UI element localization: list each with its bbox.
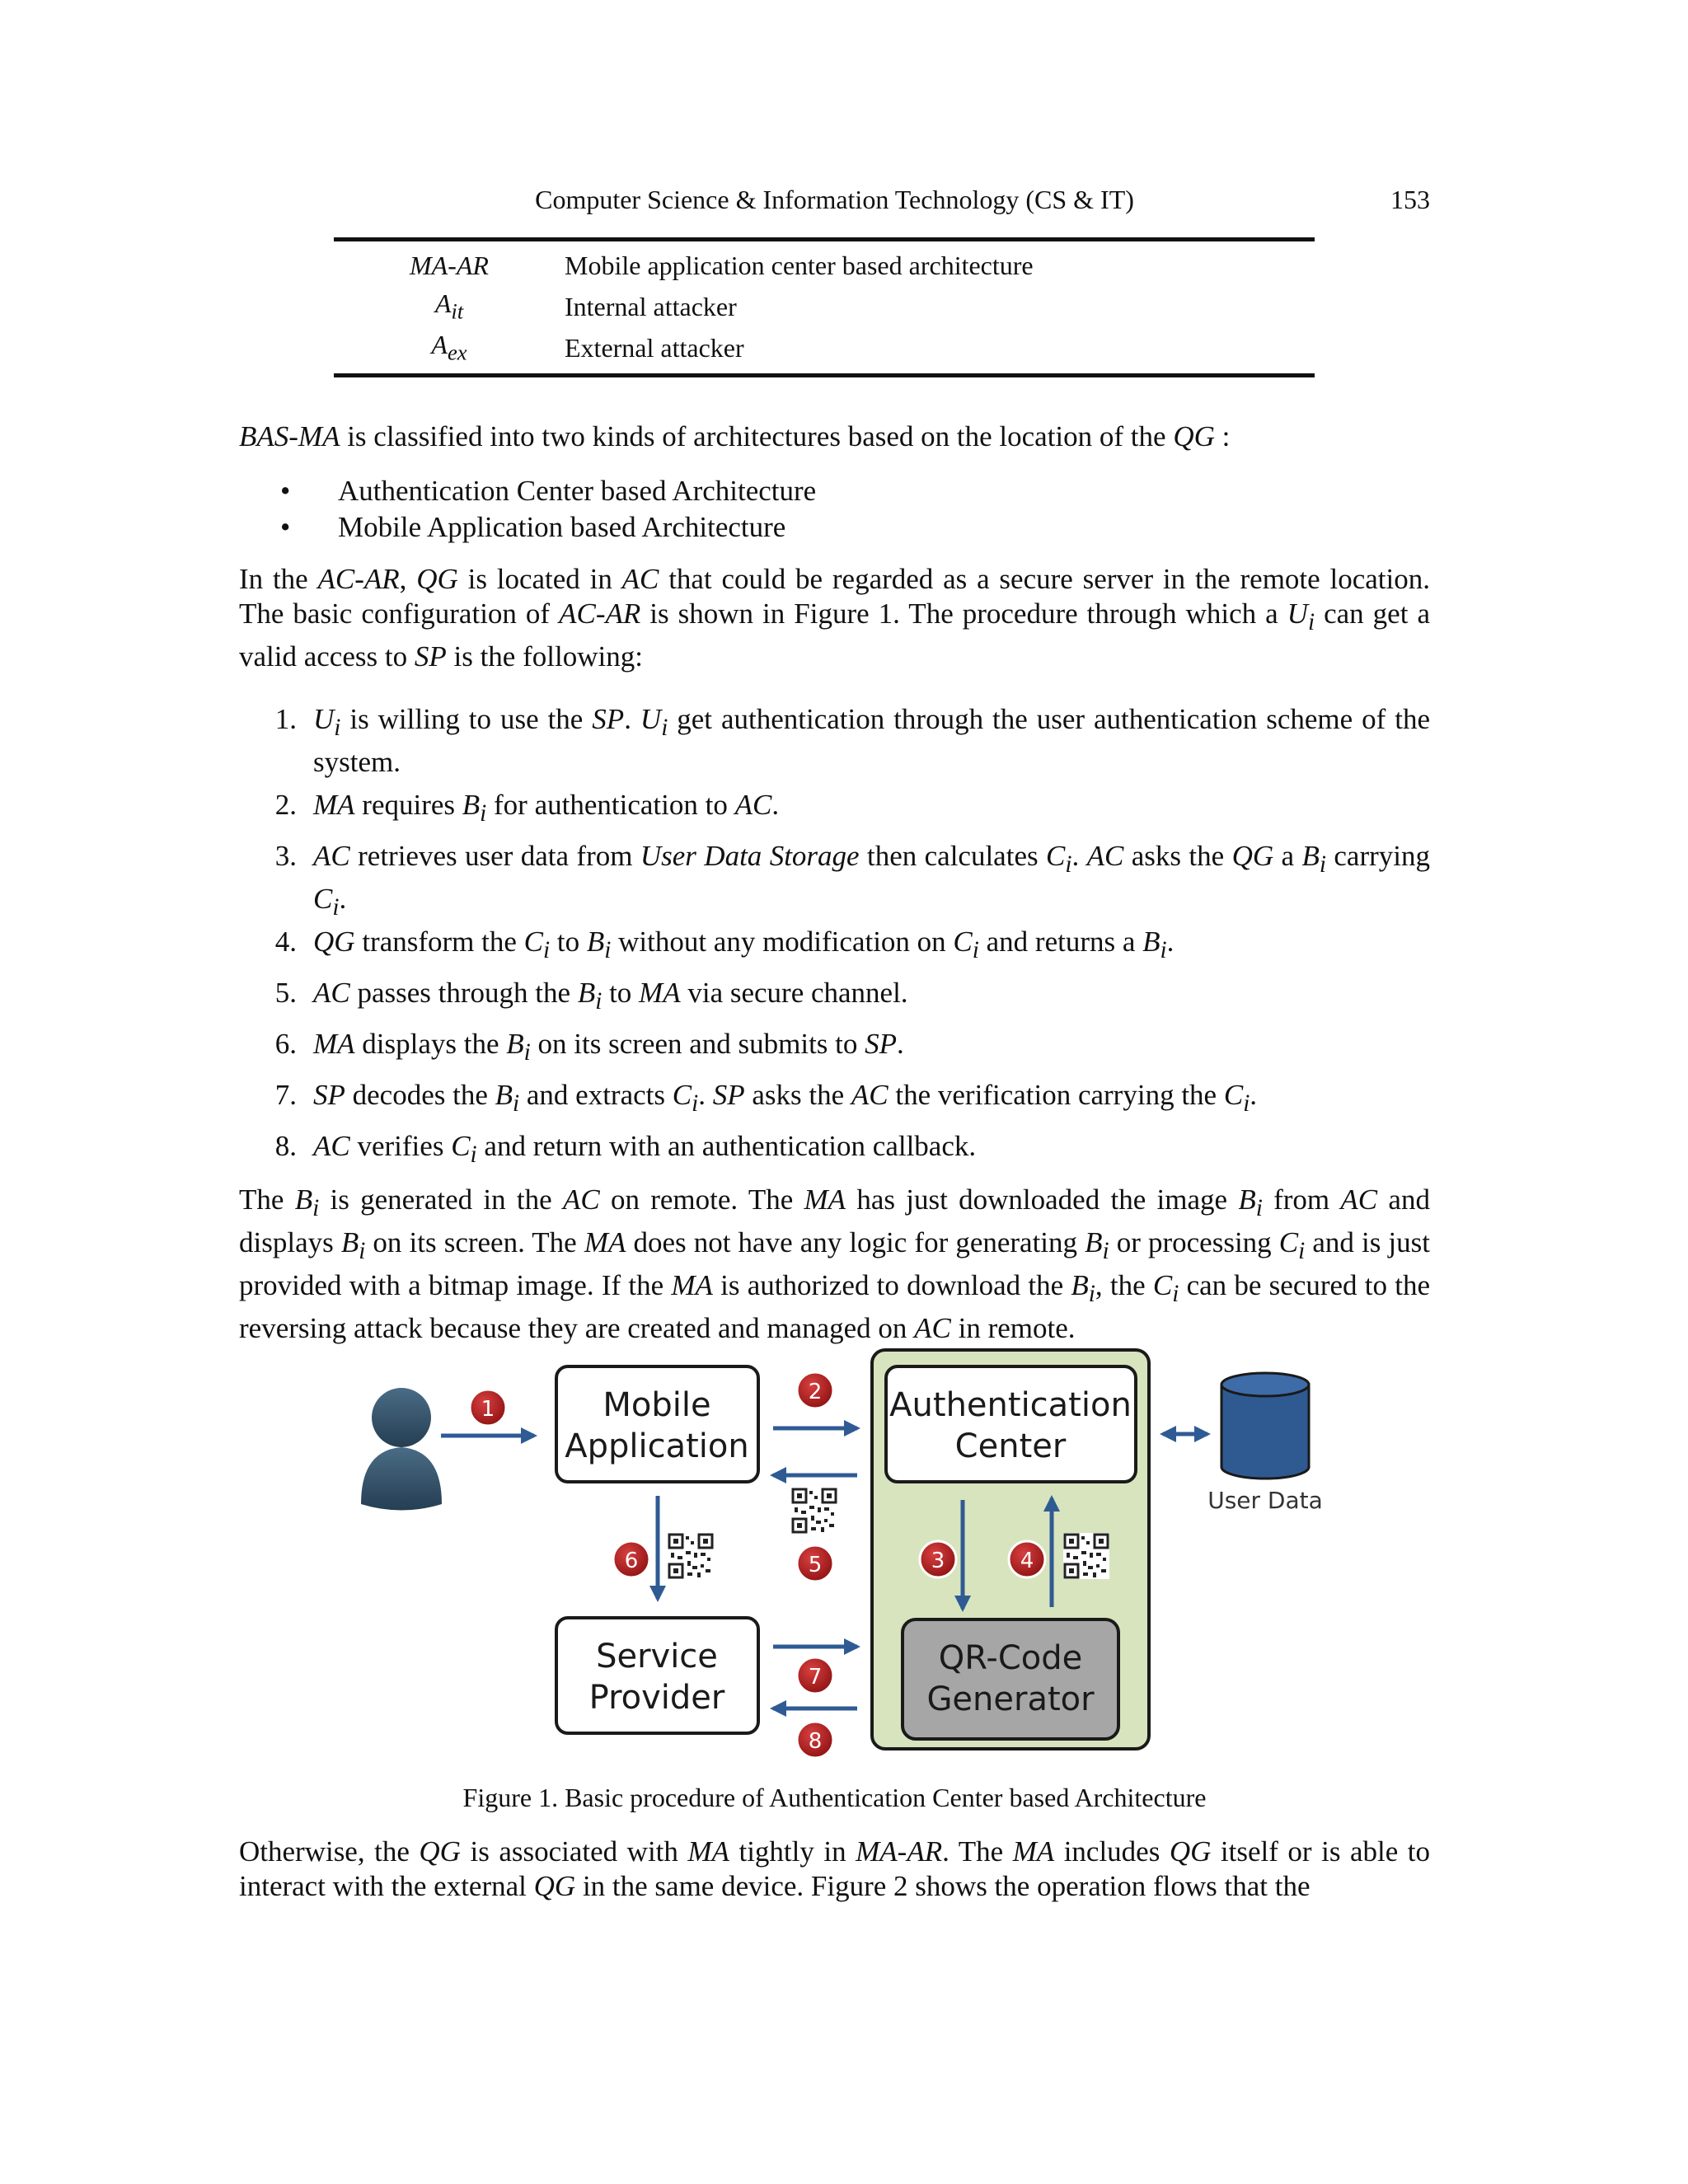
node-label: Center xyxy=(954,1427,1067,1465)
svg-text:8: 8 xyxy=(808,1729,823,1754)
step-badge-3 xyxy=(920,1541,956,1577)
step-badge-7 xyxy=(797,1657,833,1694)
svg-text:1: 1 xyxy=(481,1397,495,1422)
qr-code-generator-node xyxy=(903,1619,1118,1739)
node-label: Application xyxy=(565,1427,749,1465)
svg-text:3: 3 xyxy=(931,1549,945,1573)
abbreviation-symbol: MA-AR xyxy=(410,250,489,280)
journal-title: Computer Science & Information Technology (CS & IT) xyxy=(535,185,1134,214)
node-label: QR-Code xyxy=(938,1639,1083,1677)
step-badge-1 xyxy=(470,1390,506,1426)
node-label: Generator xyxy=(926,1680,1095,1718)
svg-text:2: 2 xyxy=(808,1380,823,1404)
step-badge-5 xyxy=(797,1545,833,1582)
step-badge-8 xyxy=(797,1722,833,1758)
abbreviation-symbol: $A_{ex}$ xyxy=(431,330,467,365)
abbreviation-symbol: $A_{it}$ xyxy=(434,288,464,324)
step-item: 7. SP decodes the $B_i$ and extracts $C_i$. SP asks the AC the verification carrying the $C_i$. xyxy=(274,1079,1258,1117)
remote-generation-paragraph: The $B_i$ is generated in the AC on remote. The MA has just downloaded the image $B_i$ from AC and displays $B_i$ on its screen. The MA does not have any logic for generating $B_i$ or processing $C_i$ and is just provided with a bitmap image. If the MA is authorized to download the $B_i$, the $C_i$ can be secured to the reversing attack because they are created and managed on AC in remote. xyxy=(239,1183,1431,1344)
svg-text:4: 4 xyxy=(1020,1549,1034,1573)
step-item: 4. QG transform the $C_i$ to $B_i$ without any modification on $C_i$ and returns a $B_i$. xyxy=(274,926,1175,963)
abbreviation-row xyxy=(334,327,1315,368)
step-badge-4 xyxy=(1009,1541,1045,1577)
svg-text:7: 7 xyxy=(808,1665,823,1690)
user-data-label: User Data xyxy=(1207,1487,1323,1514)
step-item: 3. AC retrieves user data from User Data Storage then calculates $C_i$. AC asks the QG a $B_i$ carrying $C_i$. xyxy=(274,840,1431,921)
ac-ar-paragraph: In the AC-AR, QG is located in AC that could be regarded as a secure server in the remote location. The basic configuration of AC-AR is shown in Figure 1. The procedure through which a $U_i$ can get a valid access to SP is the following: xyxy=(239,563,1430,673)
abbreviation-definition: External attacker xyxy=(565,332,744,363)
figure-1-diagram xyxy=(346,1343,1335,1772)
node-label: Service xyxy=(596,1638,718,1675)
abbreviation-definition: Mobile application center based architecture xyxy=(565,250,1034,280)
node-label: Authentication xyxy=(889,1386,1132,1424)
step-item: 1. $U_i$ is willing to use the SP. $U_i$ get authentication through the user authentication scheme of the system. xyxy=(274,703,1431,778)
node-label: Mobile xyxy=(603,1386,711,1424)
qr-code-icon xyxy=(791,1488,837,1534)
qr-code-icon xyxy=(1063,1533,1109,1579)
step-badge-2 xyxy=(797,1372,833,1408)
list-item: • Authentication Center based Architecture xyxy=(280,475,817,507)
page-header xyxy=(239,185,1430,224)
step-item: 8. AC verifies $C_i$ and return with an authentication callback. xyxy=(274,1130,977,1168)
user-data-database-icon xyxy=(1221,1373,1309,1479)
abbreviation-row xyxy=(334,286,1315,327)
page-number: 153 xyxy=(1390,185,1430,214)
step-badge-6 xyxy=(613,1541,649,1577)
mobile-application-node xyxy=(556,1366,758,1482)
svg-text:5: 5 xyxy=(808,1553,823,1577)
architecture-list xyxy=(280,473,816,546)
list-item: • Mobile Application based Architecture xyxy=(280,511,786,543)
abbreviation-definition: Internal attacker xyxy=(565,291,737,321)
abbreviation-table xyxy=(334,237,1315,377)
ma-ar-paragraph: Otherwise, the QG is associated with MA tightly in MA-AR. The MA includes QG itself or is able to interact with the external QG in the same device. Figure 2 shows the operation flows that the xyxy=(239,1835,1430,1902)
step-item: 2. MA requires $B_i$ for authentication to AC. xyxy=(274,789,780,827)
figure-caption: Figure 1. Basic procedure of Authentication Center based Architecture xyxy=(462,1783,1207,1812)
step-item: 5. AC passes through the $B_i$ to MA via secure channel. xyxy=(274,977,908,1015)
abbreviation-row xyxy=(334,245,1315,286)
svg-text:6: 6 xyxy=(624,1549,639,1573)
qr-code-icon xyxy=(668,1533,714,1579)
user-icon xyxy=(361,1388,442,1511)
intro-paragraph: BAS-MA is classified into two kinds of architectures based on the location of the QG : xyxy=(239,420,1231,452)
node-label: Provider xyxy=(588,1679,725,1717)
authentication-center-node xyxy=(886,1366,1136,1482)
step-item: 6. MA displays the $B_i$ on its screen and submits to SP. xyxy=(274,1028,904,1066)
service-provider-node xyxy=(556,1618,758,1733)
